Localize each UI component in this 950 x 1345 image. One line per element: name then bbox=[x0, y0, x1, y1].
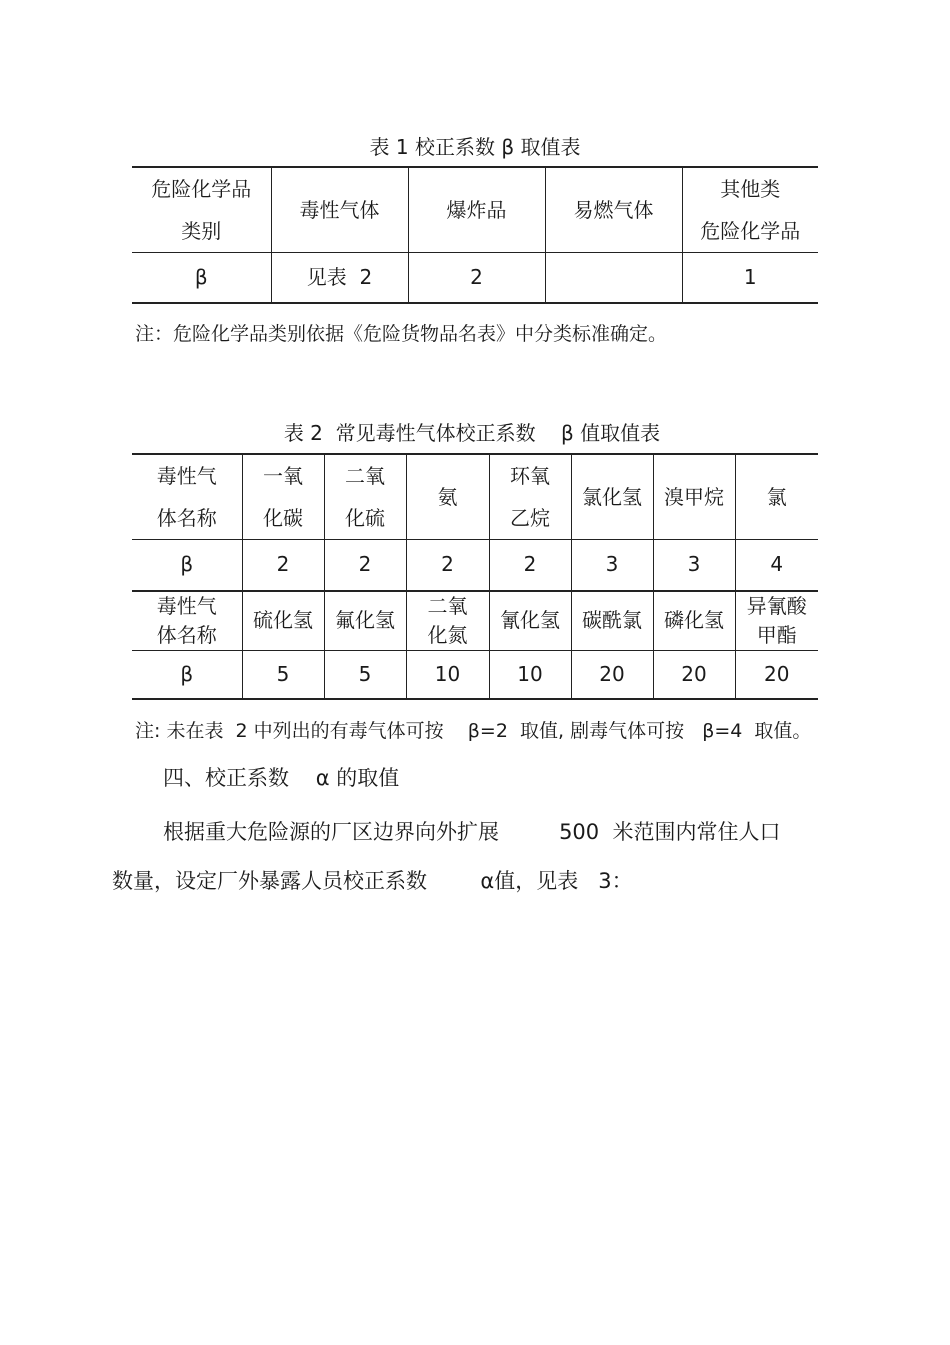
table2-value-row bbox=[132, 540, 818, 591]
table2-value-cell: β bbox=[132, 540, 242, 591]
table2-header-cell: 氯 bbox=[735, 454, 818, 540]
table1-header-cell: 其他类 危险化学品 bbox=[682, 167, 818, 253]
table1-header-cell: 毒性气体 bbox=[271, 167, 408, 253]
table1-caption: 表 1 校正系数 β 取值表 bbox=[369, 135, 581, 159]
table1-header-cell: 易燃气体 bbox=[545, 167, 682, 253]
table2-header-cell: 碳酰氯 bbox=[571, 591, 653, 651]
table2-header-cell: 环氧 乙烷 bbox=[489, 454, 571, 540]
table2-value-cell: 2 bbox=[489, 540, 571, 591]
body-paragraph-line1: 根据重大危险源的厂区边界向外扩展 500 米范围内常住人口 bbox=[163, 820, 781, 844]
table1-header-cell: 爆炸品 bbox=[408, 167, 545, 253]
table2-header-cell: 二氧 化硫 bbox=[324, 454, 406, 540]
table2-value-cell: 10 bbox=[406, 650, 489, 699]
body-paragraph-line2: 数量，设定厂外暴露人员校正系数 α值，见表 3： bbox=[112, 869, 633, 893]
table2-header-cell: 溴甲烷 bbox=[653, 454, 735, 540]
table2-value-cell: 4 bbox=[735, 540, 818, 591]
table2-header-cell: 异氰酸 甲酯 bbox=[735, 591, 818, 651]
table2-caption: 表 2 常见毒性气体校正系数 β 值取值表 bbox=[283, 421, 661, 445]
table1-header-cell: 危险化学品 类别 bbox=[132, 167, 271, 253]
table1-value-cell bbox=[545, 253, 682, 303]
table1-value-cell: 见表 2 bbox=[271, 253, 408, 303]
table2-header-cell: 一氧 化碳 bbox=[242, 454, 324, 540]
table2-header-cell: 氨 bbox=[406, 454, 489, 540]
table2-value-cell: 5 bbox=[242, 650, 324, 699]
table2-value-cell: 20 bbox=[571, 650, 653, 699]
table1-value-cell: β bbox=[132, 253, 271, 303]
table2-value-row bbox=[132, 650, 818, 699]
table1-value-row bbox=[132, 253, 818, 303]
table2-header-row bbox=[132, 591, 818, 651]
table1-value-cell: 1 bbox=[682, 253, 818, 303]
table2-value-cell: 10 bbox=[489, 650, 571, 699]
table2-header-cell: 氟化氢 bbox=[324, 591, 406, 651]
table2-header-cell: 氯化氢 bbox=[571, 454, 653, 540]
table1 bbox=[132, 166, 818, 304]
table2-value-cell: 3 bbox=[571, 540, 653, 591]
table2-header-cell: 二氧 化氮 bbox=[406, 591, 489, 651]
table2-header-cell: 磷化氢 bbox=[653, 591, 735, 651]
table1-value-cell: 2 bbox=[408, 253, 545, 303]
table2-value-cell: 20 bbox=[735, 650, 818, 699]
table2-value-cell: β bbox=[132, 650, 242, 699]
table2-value-cell: 20 bbox=[653, 650, 735, 699]
table2-value-cell: 2 bbox=[324, 540, 406, 591]
table1-note: 注：危险化学品类别依据《危险货物品名表》中分类标准确定。 bbox=[135, 323, 668, 345]
table2-value-cell: 5 bbox=[324, 650, 406, 699]
table2-header-cell: 毒性气 体名称 bbox=[132, 591, 242, 651]
section-heading: 四、校正系数 α 的取值 bbox=[163, 766, 400, 790]
table1-header-row bbox=[132, 167, 818, 253]
table2 bbox=[132, 453, 818, 700]
table2-value-cell: 2 bbox=[242, 540, 324, 591]
table2-value-cell: 2 bbox=[406, 540, 489, 591]
table2-header-cell: 硫化氢 bbox=[242, 591, 324, 651]
table2-header-cell: 氰化氢 bbox=[489, 591, 571, 651]
table2-header-row bbox=[132, 454, 818, 540]
table2-note: 注: 未在表 2 中列出的有毒气体可按 β=2 取值, 剧毒气体可按 β=4 取值。 bbox=[135, 720, 812, 742]
table2-header-cell: 毒性气 体名称 bbox=[132, 454, 242, 540]
table2-value-cell: 3 bbox=[653, 540, 735, 591]
